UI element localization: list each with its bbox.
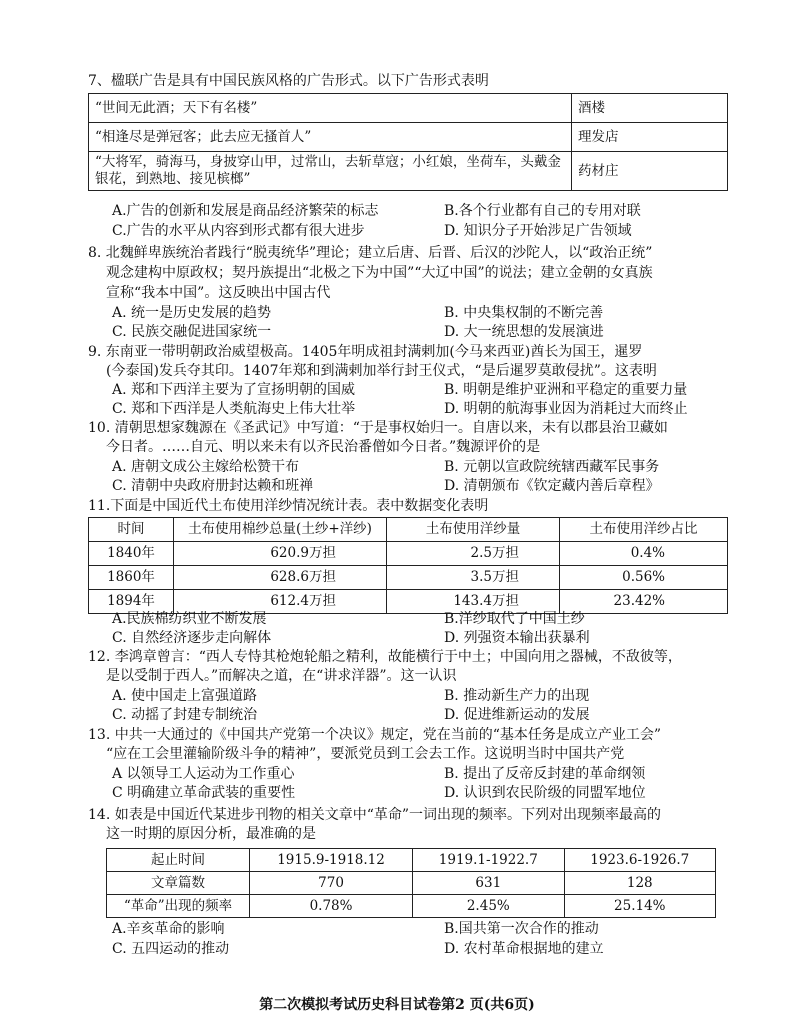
q8-line1: 8. 北魏鲜卑族统治者践行“脱夷统华”理论；建立后唐、后晋、后汉的沙陀人，以“政治正统”	[88, 245, 653, 261]
page-footer: 第二次模拟考试历史科目试卷第2 页(共6页)	[259, 997, 535, 1013]
q11-header-total: 土布使用棉纱总量(土纱+洋纱)	[174, 518, 387, 542]
q7-option-a: A.广告的创新和发展是商品经济繁荣的标志	[112, 203, 379, 219]
q10-line1: 10. 清朝思想家魏源在《圣武记》中写道：“于是事权始归一。自唐以来，未有以郡县治卫藏如	[88, 420, 668, 436]
q11-cell: 628.6万担	[174, 566, 387, 590]
q14-cell: 128	[564, 872, 715, 895]
q14-line2: 这一时期的原因分析，最准确的是	[106, 826, 316, 842]
q12-option-d: D. 促进维新运动的发展	[444, 707, 590, 723]
q11-cell: 143.4万担	[387, 590, 560, 614]
q11-cell: 0.56%	[560, 566, 728, 590]
q14-cell: 2.45%	[413, 895, 564, 918]
q9-line2: (今泰国)发兵夺其印。1407年郑和到满剌加举行封王仪式，“是后暹罗莫敢侵扰”。这表明	[106, 363, 657, 379]
q11-header-foreign: 土布使用洋纱量	[387, 518, 560, 542]
q12-line1: 12. 李鸿章曾言：“西人专恃其枪炮轮船之精利，故能横行于中土；中国向用之器械，不敌彼等，	[88, 649, 682, 665]
q13-option-a: A 以领导工人运动为工作重心	[112, 766, 295, 782]
q11-header-ratio: 土布使用洋纱占比	[560, 518, 728, 542]
q14-cell: 631	[413, 872, 564, 895]
q7-option-b: B.各个行业都有自己的专用对联	[444, 203, 641, 219]
q14-cell: 1923.6-1926.7	[564, 849, 715, 872]
q12-line2: 是以受制于西人。”而解决之道，在“讲求洋器”。这一认识	[106, 668, 457, 684]
q12-option-a: A. 使中国走上富强道路	[112, 688, 258, 704]
q14-table	[106, 848, 716, 918]
q7-row2-shop: 理发店	[572, 123, 728, 152]
q9-option-a: A. 郑和下西洋主要为了宣扬明朝的国威	[112, 382, 356, 398]
q7-option-c: C.广告的水平从内容到形式都有很大进步	[112, 223, 365, 239]
q14-option-c: C. 五四运动的推动	[112, 941, 230, 957]
q9-option-b: B. 明朝是维护亚洲和平稳定的重要力量	[444, 382, 688, 398]
q14-cell: 文章篇数	[107, 872, 250, 895]
q8-option-b: B. 中央集权制的不断完善	[444, 305, 604, 321]
q11-header-time: 时间	[89, 518, 174, 542]
q10-line2: 今日者。……自元、明以来未有以齐民治番僧如今日者。”魏源评价的是	[106, 439, 541, 455]
q11-cell: 1840年	[89, 542, 174, 566]
q11-cell: 1894年	[89, 590, 174, 614]
q8-line2: 观念建构中原政权；契丹族提出“北极之下为中国”“大辽中国”的说法；建立金朝的女真族	[106, 265, 653, 281]
q14-cell: 1915.9-1918.12	[250, 849, 413, 872]
q8-option-c: C. 民族交融促进国家统一	[112, 324, 272, 340]
q12-option-b: B. 推动新生产力的出现	[444, 688, 590, 704]
q12-option-c: C. 动摇了封建专制统治	[112, 707, 258, 723]
q13-line2: “应在工会里灌输阶级斗争的精神”，要派党员到工会去工作。这说明当时中国共产党	[106, 746, 625, 762]
q11-cell: 1860年	[89, 566, 174, 590]
q14-cell: 起止时间	[107, 849, 250, 872]
q10-option-d: D. 清朝颁布《钦定藏内善后章程》	[444, 478, 660, 494]
q11-cell: 2.5万担	[387, 542, 560, 566]
q13-option-b: B. 提出了反帝反封建的革命纲领	[444, 766, 646, 782]
q8-option-d: D. 大一统思想的发展演进	[444, 324, 604, 340]
q14-cell: 0.78%	[250, 895, 413, 918]
q11-cell: 620.9万担	[174, 542, 387, 566]
q11-option-d: D. 列强资本输出获暴利	[444, 630, 590, 646]
q9-option-c: C. 郑和下西洋是人类航海史上伟大壮举	[112, 401, 356, 417]
q14-cell: 1919.1-1922.7	[413, 849, 564, 872]
q14-cell: “革命”出现的频率	[107, 895, 250, 918]
q10-option-c: C. 清朝中央政府册封达赖和班禅	[112, 478, 314, 494]
q7-row3-text: “大将军，骑海马，身披穿山甲，过常山，去斩草寇；小红娘，坐荷车，头戴金银花，到熟地、接见槟榔”	[89, 152, 572, 191]
q11-cell: 23.42%	[560, 590, 728, 614]
q13-option-d: D. 认识到农民阶级的同盟军地位	[444, 785, 646, 801]
q10-option-b: B. 元朝以宣政院统辖西藏军民事务	[444, 459, 660, 475]
q10-option-a: A. 唐朝文成公主嫁给松赞干布	[112, 459, 300, 475]
q11-stem: 11.下面是中国近代土布使用洋纱情况统计表。表中数据变化表明	[88, 498, 489, 514]
q14-option-b: B.国共第一次合作的推动	[444, 921, 599, 937]
q11-option-b: B.洋纱取代了中国土纱	[444, 611, 585, 627]
q7-stem: 7、楹联广告是具有中国民族风格的广告形式。以下广告形式表明	[88, 73, 489, 89]
q7-row1-shop: 酒楼	[572, 94, 728, 123]
q14-line1: 14. 如表是中国近代某进步刊物的相关文章中“革命”一词出现的频率。下列对出现频率最高的	[88, 807, 662, 823]
q11-table	[88, 517, 728, 614]
q7-row3-shop: 药材庄	[572, 152, 728, 191]
q7-table	[88, 93, 728, 191]
q14-option-a: A.辛亥革命的影响	[112, 921, 225, 937]
q13-line1: 13. 中共一大通过的《中国共产党第一个决议》规定，党在当前的“基本任务是成立产业工会”	[88, 727, 662, 743]
q9-line1: 9. 东南亚一带明朝政治威望极高。1405年明成祖封满剌加(今马来西亚)酋长为国王，暹罗	[88, 344, 643, 360]
q11-option-a: A.民族棉纺织业不断发展	[112, 611, 267, 627]
q11-cell: 3.5万担	[387, 566, 560, 590]
q14-option-d: D. 农村革命根据地的建立	[444, 941, 604, 957]
q11-option-c: C. 自然经济逐步走向解体	[112, 630, 272, 646]
q11-cell: 0.4%	[560, 542, 728, 566]
q14-cell: 770	[250, 872, 413, 895]
q8-option-a: A. 统一是历史发展的趋势	[112, 305, 272, 321]
q7-row2-text: “相逢尽是弹冠客；此去应无搔首人”	[89, 123, 572, 152]
q14-cell: 25.14%	[564, 895, 715, 918]
q13-option-c: C 明确建立革命武装的重要性	[112, 785, 296, 801]
q7-option-d: D. 知识分子开始涉足广告领域	[444, 223, 632, 239]
q11-cell: 612.4万担	[174, 590, 387, 614]
q7-row1-text: “世间无此酒；天下有名楼”	[89, 94, 572, 123]
q9-option-d: D. 明朝的航海事业因为消耗过大而终止	[444, 401, 688, 417]
q8-line3: 宣称“我本中国”。这反映出中国古代	[106, 285, 331, 301]
